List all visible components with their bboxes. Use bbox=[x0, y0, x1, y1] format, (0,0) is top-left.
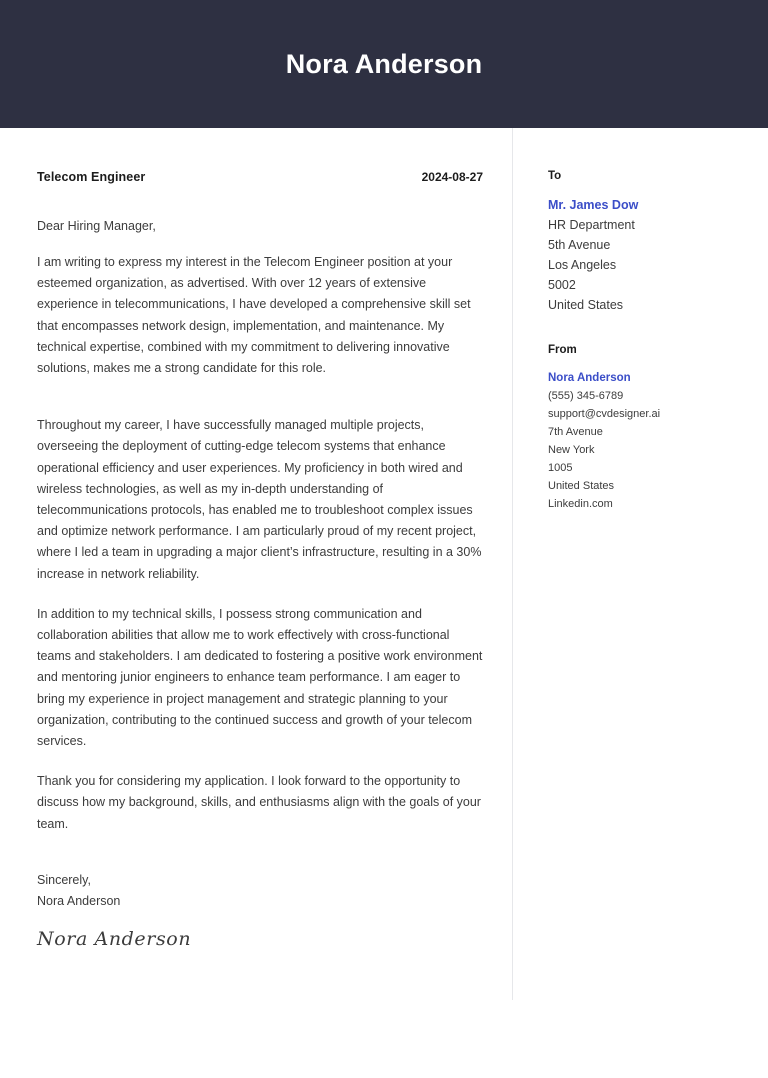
sender-line: New York bbox=[548, 444, 595, 456]
sender-email: support@cvdesigner.ai bbox=[548, 408, 661, 420]
closing-block bbox=[37, 870, 483, 912]
sender-line: 7th Avenue bbox=[548, 426, 603, 438]
letter-date: 2024-08-27 bbox=[421, 170, 483, 184]
letter-paragraph-3: In addition to my technical skills, I possess strong communication and collaboration abilities that allow me to work effectively with cross-functional teams and stakeholders. I am dedicated to fostering a positive work environment and mentoring junior engineers to enhance team performance. I am eager to bring my experience in project management and strategic planning to your organization, contributing to the continued success and growth of your telecom services. bbox=[37, 606, 483, 749]
document-header bbox=[0, 0, 768, 128]
recipient-heading: To bbox=[548, 170, 562, 182]
recipient-name: Mr. James Dow bbox=[548, 198, 639, 212]
salutation: Dear Hiring Manager, bbox=[37, 219, 156, 233]
address-column bbox=[548, 128, 748, 510]
closing-name: Nora Anderson bbox=[37, 894, 121, 909]
sender-line: United States bbox=[548, 480, 615, 492]
letter-paragraph-4: Thank you for considering my application. I look forward to the opportunity to discuss how my background, skills, and enthusiasms align with the goals of your team. bbox=[37, 774, 481, 831]
recipient-line: HR Department bbox=[548, 218, 635, 232]
recipient-line: United States bbox=[548, 298, 624, 312]
sender-name: Nora Anderson bbox=[548, 372, 631, 384]
sender-website: Linkedin.com bbox=[548, 498, 613, 510]
sender-block bbox=[548, 312, 748, 510]
sender-phone: (555) 345-6789 bbox=[548, 390, 624, 402]
header-applicant-name: Nora Anderson bbox=[285, 48, 483, 79]
column-divider bbox=[512, 128, 513, 1000]
job-title: Telecom Engineer bbox=[37, 170, 146, 184]
sender-heading: From bbox=[548, 344, 577, 356]
recipient-block bbox=[548, 128, 748, 312]
recipient-line: Los Angeles bbox=[548, 258, 617, 272]
letter-paragraph-2: Throughout my career, I have successfully managed multiple projects, overseeing the deployment of cutting-edge telecom systems that enhance operational efficiency and user experiences. My proficiency in both wired and wireless technologies, as well as my in-depth understanding of telecommunications protocols, has enabled me to troubleshoot complex issues and optimize network performance. I am particularly proud of my recent project, where I led a team in upgrading a major client’s infrastructure, resulting in a 30% increase in network reliability. bbox=[37, 418, 482, 581]
closing-word: Sincerely, bbox=[37, 872, 91, 887]
letter-header-row bbox=[37, 128, 483, 184]
recipient-line: 5th Avenue bbox=[548, 238, 611, 252]
sender-line: 1005 bbox=[548, 462, 573, 474]
recipient-line: 5002 bbox=[548, 278, 576, 292]
document-body bbox=[0, 128, 768, 1078]
signature: Nora Anderson bbox=[37, 928, 192, 951]
letter-column bbox=[37, 128, 483, 950]
letter-paragraph-1: I am writing to express my interest in the Telecom Engineer position at your esteemed organization, as advertised. With over 12 years of extensive experience in telecommunications, I have developed a comprehensive skill set that encompasses network design, implementation, and maintenance. My technical expertise, combined with my commitment to delivering innovative solutions, makes me a strong candidate for this role. bbox=[37, 255, 471, 376]
